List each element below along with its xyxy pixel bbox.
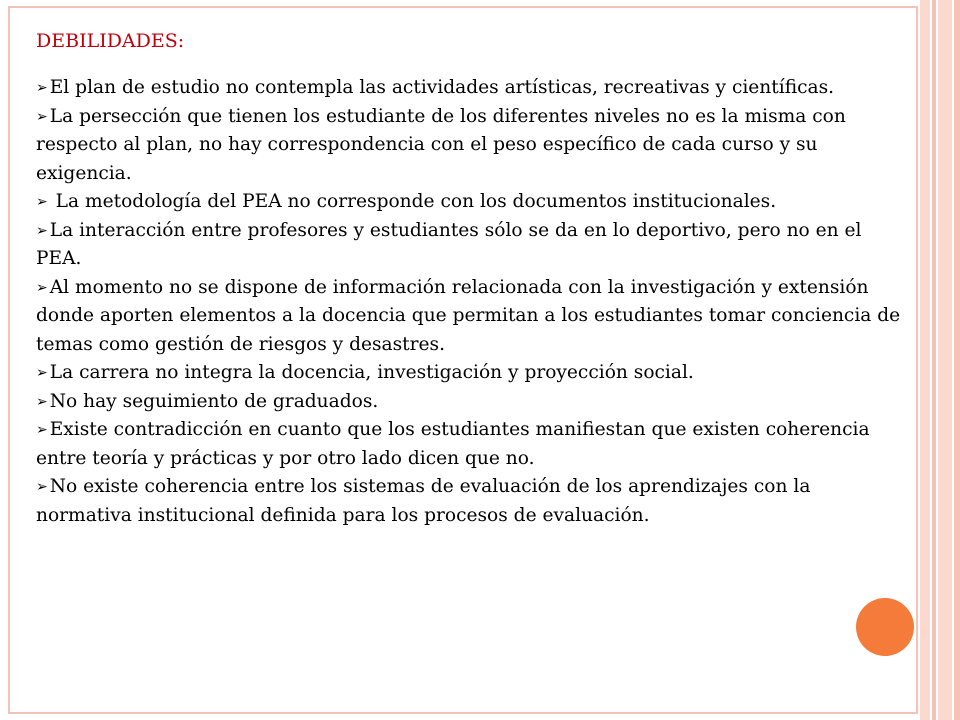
- arrow-bullet-icon: ➢: [36, 279, 48, 296]
- list-item-text: No hay seguimiento de graduados.: [49, 390, 379, 412]
- arrow-bullet-icon: ➢: [36, 479, 48, 495]
- list-item: [36, 103, 912, 189]
- slide-heading: DEBILIDADES:: [36, 30, 185, 52]
- list-item-text: La interacción entre profesores y estudiantes sólo se da en lo deportivo, pero no en el PEA.: [36, 219, 862, 269]
- list-item: [36, 388, 912, 417]
- list-item-text: Existe contradicción en cuanto que los estudiantes manifiestan que existen coherencia entre teoría y prácticas y por otro lado dicen que no.: [36, 419, 870, 469]
- list-item-text: Al momento no se dispone de información relacionada con la investigación y extensión donde aporten elementos a la docencia que permitan a los estudiantes tomar conciencia de temas como gestión de riesgos y desastres.: [36, 276, 901, 355]
- list-item-text: No existe coherencia entre los sistemas de evaluación de los aprendizajes con la normativa institucional definida para los procesos de evaluación.: [36, 476, 811, 526]
- list-item-text: La persección que tienen los estudiante de los diferentes niveles no es la misma con respecto al plan, no hay correspondencia con el peso específico de cada curso y su exigencia.: [36, 105, 846, 184]
- slide-content: [36, 28, 912, 530]
- list-item-text: La metodología del PEA no corresponde con los documentos institucionales.: [49, 191, 777, 212]
- arrow-bullet-icon: ➢: [36, 365, 48, 381]
- list-item: [36, 359, 912, 388]
- list-item-text: La carrera no integra la docencia, investigación y proyección social.: [49, 362, 694, 383]
- decorative-stripe: [938, 0, 952, 720]
- weakness-list: [36, 74, 912, 530]
- arrow-bullet-icon: ➢: [36, 108, 48, 125]
- arrow-bullet-icon: ➢: [36, 393, 48, 410]
- list-item: [36, 473, 912, 530]
- list-item: [36, 416, 912, 473]
- list-item: [36, 188, 912, 217]
- decorative-stripe: [954, 0, 960, 720]
- list-item-text: El plan de estudio no contempla las actividades artísticas, recreativas y científicas.: [49, 77, 835, 98]
- decorative-stripes: [920, 0, 960, 720]
- arrow-bullet-icon: ➢: [36, 80, 48, 96]
- decorative-stripe: [932, 0, 936, 720]
- list-item: [36, 274, 912, 360]
- list-item: [36, 217, 912, 274]
- arrow-bullet-icon: ➢: [36, 222, 48, 239]
- list-item: [36, 74, 912, 103]
- decorative-stripe: [920, 0, 930, 720]
- arrow-bullet-icon: ➢: [36, 422, 48, 438]
- arrow-bullet-icon: ➢: [36, 194, 48, 210]
- decorative-circle: [856, 598, 914, 656]
